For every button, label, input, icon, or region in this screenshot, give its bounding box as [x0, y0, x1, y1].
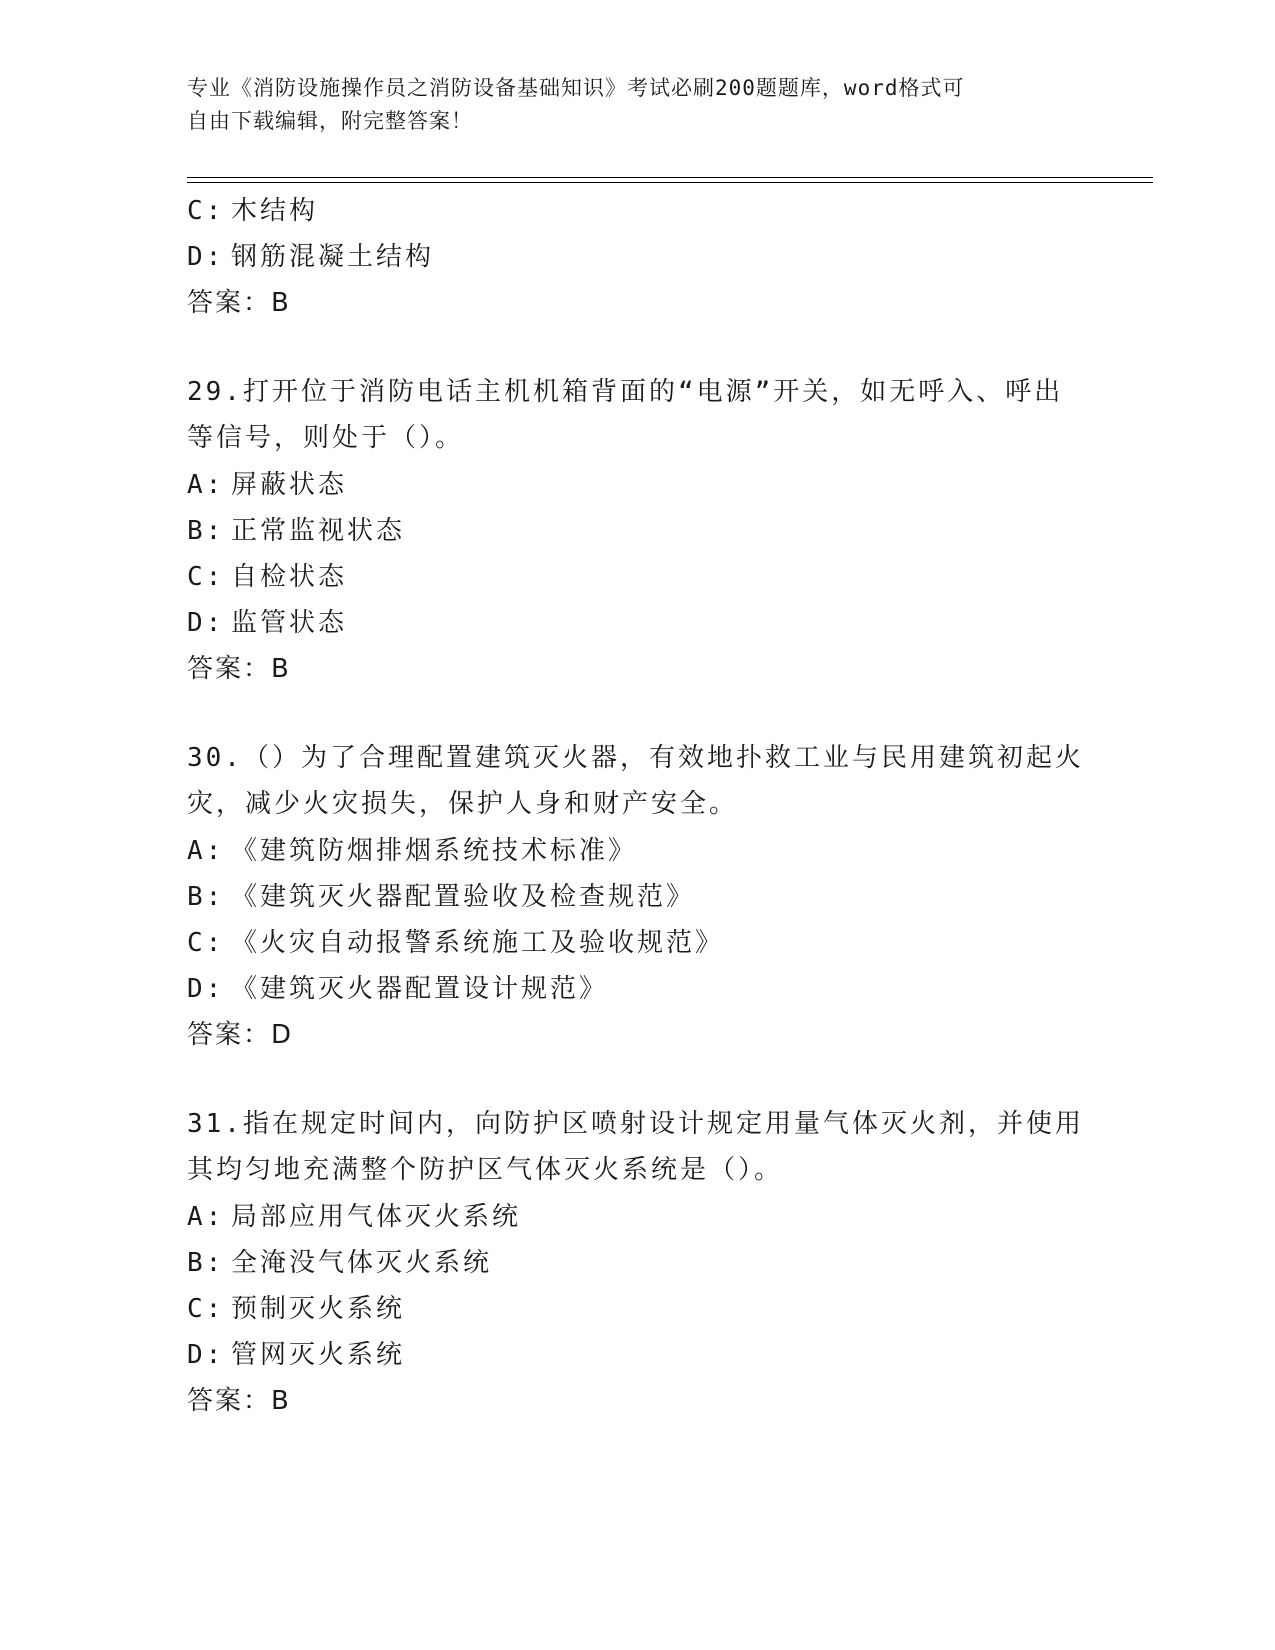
- spacer: [187, 326, 1087, 370]
- option-label: C:: [187, 196, 225, 226]
- option-a: [187, 828, 1087, 874]
- option-text: 《火灾自动报警系统施工及验收规范》: [231, 928, 725, 958]
- option-b: [187, 1240, 1087, 1286]
- option-c: [187, 1286, 1087, 1332]
- option-label: B:: [187, 1248, 225, 1278]
- option-label: D:: [187, 608, 225, 638]
- question-stem: 31.指在规定时间内，向防护区喷射设计规定用量气体灭火剂，并使用: [187, 1109, 1084, 1139]
- question-stem: 灾，减少火灾损失，保护人身和财产安全。: [187, 789, 739, 819]
- option-d: [187, 966, 1087, 1012]
- question-stem: 其均匀地充满整个防护区气体灭火系统是（）。: [187, 1155, 784, 1185]
- option-a: [187, 462, 1087, 508]
- option-a: [187, 1194, 1087, 1240]
- option-c: [187, 920, 1087, 966]
- question-stem: 30.（）为了合理配置建筑灭火器，有效地扑救工业与民用建筑初起火: [187, 743, 1084, 773]
- option-label: A:: [187, 470, 225, 500]
- option-text: 《建筑灭火器配置验收及检查规范》: [231, 882, 696, 912]
- option-b: [187, 508, 1087, 554]
- option-d: [187, 600, 1087, 646]
- document-body: [187, 188, 1087, 1424]
- question-31: [187, 1102, 1087, 1424]
- spacer: [187, 1058, 1087, 1102]
- option-label: D:: [187, 1340, 225, 1370]
- answer: 答案：B: [187, 654, 291, 684]
- option-text: 木结构: [231, 196, 319, 226]
- option-c: [187, 554, 1087, 600]
- carryover-question: [187, 188, 1087, 326]
- option-text: 钢筋混凝土结构: [231, 242, 435, 272]
- option-text: 管网灭火系统: [231, 1340, 406, 1370]
- option-text: 全淹没气体灭火系统: [231, 1248, 493, 1278]
- option-label: C:: [187, 1294, 225, 1324]
- option-label: A:: [187, 1202, 225, 1232]
- answer: 答案：B: [187, 1386, 291, 1416]
- header-divider-top: [187, 177, 1153, 178]
- option-text: 局部应用气体灭火系统: [231, 1202, 522, 1232]
- option-b: [187, 874, 1087, 920]
- answer: 答案：B: [187, 288, 291, 318]
- option-text: 屏蔽状态: [231, 470, 348, 500]
- answer: 答案：D: [187, 1020, 294, 1050]
- option-text: 自检状态: [231, 562, 348, 592]
- header-title-line-1: 专业《消防设施操作员之消防设备基础知识》考试必刷200题题库，word格式可: [187, 76, 965, 100]
- option-text: 《建筑灭火器配置设计规范》: [231, 974, 609, 1004]
- option-label: B:: [187, 516, 225, 546]
- option-text: 《建筑防烟排烟系统技术标准》: [231, 836, 638, 866]
- option-label: A:: [187, 836, 225, 866]
- header-divider-bottom: [187, 182, 1153, 183]
- question-29: [187, 370, 1087, 692]
- header-title-line-2: 自由下载编辑，附完整答案！: [187, 109, 473, 133]
- question-30: [187, 736, 1087, 1058]
- option-label: B:: [187, 882, 225, 912]
- option-text: 正常监视状态: [231, 516, 406, 546]
- option-text: 监管状态: [231, 608, 348, 638]
- question-stem: 29.打开位于消防电话主机机箱背面的“电源”开关，如无呼入、呼出: [187, 377, 1064, 407]
- option-label: C:: [187, 928, 225, 958]
- option-label: D:: [187, 242, 225, 272]
- option-label: C:: [187, 562, 225, 592]
- option-d: [187, 234, 1087, 280]
- document-header: [187, 72, 1067, 138]
- option-d: [187, 1332, 1087, 1378]
- option-label: D:: [187, 974, 225, 1004]
- option-c: [187, 188, 1087, 234]
- spacer: [187, 692, 1087, 736]
- question-stem: 等信号，则处于（）。: [187, 423, 465, 453]
- option-text: 预制灭火系统: [231, 1294, 406, 1324]
